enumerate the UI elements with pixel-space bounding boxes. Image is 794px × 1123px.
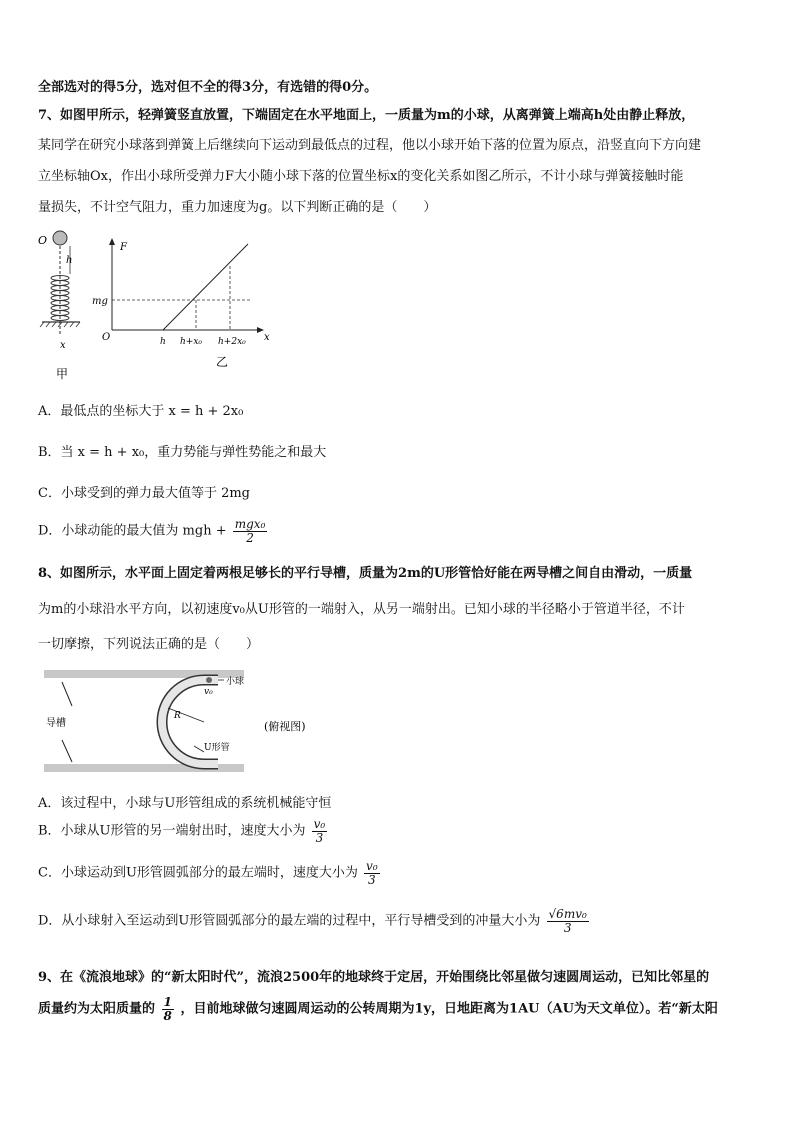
ball-icon bbox=[53, 231, 67, 245]
caption-yi: 乙 bbox=[216, 355, 229, 369]
groove-label: 导槽 bbox=[46, 718, 66, 729]
q9-line-2 bbox=[38, 996, 718, 1022]
r-label: R bbox=[174, 711, 181, 721]
q7-option-d bbox=[38, 518, 269, 544]
q7-line-1: 7、如图甲所示，轻弹簧竖直放置，下端固定在水平地面上，一质量为m的小球，从离弹簧上端高h处由静止释放， bbox=[38, 108, 695, 123]
q7-option-a: A．最低点的坐标大于 x = h + 2x₀ bbox=[38, 404, 244, 419]
q8-option-b-fraction bbox=[312, 818, 328, 844]
q7-line-3: 立坐标轴Ox，作出小球所受弹力F大小随小球下落的位置坐标x的变化关系如图乙所示，不计小球与弹簧接触时能 bbox=[38, 169, 684, 184]
x-label: x bbox=[60, 340, 66, 351]
q8-option-d-fraction bbox=[547, 908, 589, 934]
x-axis-label: x bbox=[264, 332, 270, 343]
q8-option-d-text: D．从小球射入至运动到U形管圆弧部分的最左端的过程中，平行导槽受到的冲量大小为 bbox=[38, 913, 541, 929]
q9-line-1: 9、在《流浪地球》的“新太阳时代”，流浪2500年的地球终于定居，开始围绕比邻星做匀速圆周运动，已知比邻星的 bbox=[38, 970, 710, 985]
q7-option-c: C．小球受到的弹力最大值等于 2mg bbox=[38, 486, 250, 501]
q7-option-d-text: D．小球动能的最大值为 mgh + bbox=[38, 523, 227, 539]
q8-option-b-text: B．小球从U形管的另一端射出时，速度大小为 bbox=[38, 823, 306, 839]
q7-figure-jia bbox=[36, 226, 96, 381]
h-label: h bbox=[66, 255, 73, 266]
ball-label: 小球 bbox=[226, 677, 245, 687]
q8-option-d bbox=[38, 908, 591, 934]
frac-denominator: 2 bbox=[246, 530, 254, 545]
q8-option-b bbox=[38, 818, 329, 844]
q8-line-1: 8、如图所示，水平面上固定着两根足够长的平行导槽，质量为2m的U形管恰好能在两导槽之间自由滑动，一质量 bbox=[38, 566, 693, 581]
frac-numerator: v₀ bbox=[366, 859, 378, 873]
q7-line-2: 某同学在研究小球落到弹簧上后继续向下运动到最低点的过程，他以小球开始下落的位置为原点，沿竖直向下方向建 bbox=[38, 138, 702, 153]
frac-denominator: 3 bbox=[315, 830, 324, 845]
tick-h-2x0: h+2x₀ bbox=[218, 337, 246, 347]
caption-jia: 甲 bbox=[56, 367, 69, 381]
tick-h-x0: h+x₀ bbox=[180, 337, 203, 347]
y-axis-arrow bbox=[109, 238, 115, 245]
tube-pointer bbox=[194, 746, 204, 752]
v0-label: v₀ bbox=[204, 687, 213, 697]
q8-figure bbox=[44, 668, 344, 776]
frac-denominator: 3 bbox=[563, 920, 572, 935]
frac-numerator: v₀ bbox=[313, 817, 326, 831]
origin-label: O bbox=[38, 234, 48, 247]
q8-line-3: 一切摩擦，下列说法正确的是（ ） bbox=[38, 637, 260, 652]
q8-option-c-text: C．小球运动到U形管圆弧部分的最左端时，速度大小为 bbox=[38, 865, 358, 881]
y-axis-label: F bbox=[120, 242, 127, 253]
tube-label: U形管 bbox=[204, 743, 230, 753]
frac-numerator: √6mv₀ bbox=[548, 907, 587, 921]
q7-option-b: B．当 x = h + x₀，重力势能与弹性势能之和最大 bbox=[38, 445, 327, 460]
q7-line-4: 量损失，不计空气阻力，重力加速度为g。以下判断正确的是（ ） bbox=[38, 200, 437, 215]
groove-pointer-bottom bbox=[62, 740, 72, 762]
force-line bbox=[163, 244, 248, 330]
ball-icon bbox=[206, 677, 212, 683]
intro-line: 全部选对的得5分，选对但不全的得3分，有选错的得0分。 bbox=[38, 80, 378, 95]
q9-line-2-suffix: ，目前地球做匀速圆周运动的公转周期为1y，日地距离为1AU（AU为天文单位）。若“新太阳 bbox=[180, 1001, 718, 1017]
groove-pointer-top bbox=[62, 682, 72, 706]
frac-numerator: mgx₀ bbox=[234, 517, 266, 531]
q7-option-d-fraction bbox=[233, 518, 268, 544]
frac-denominator: 3 bbox=[368, 872, 376, 887]
frac-numerator: 1 bbox=[163, 995, 172, 1009]
u-tube-outer bbox=[162, 680, 204, 764]
q8-option-c bbox=[38, 860, 382, 886]
view-label: (俯视图) bbox=[264, 720, 306, 733]
frac-denominator: 8 bbox=[163, 1008, 172, 1023]
q9-fraction bbox=[162, 996, 174, 1022]
mg-label: mg bbox=[92, 296, 108, 307]
x-axis-arrow bbox=[257, 327, 264, 333]
q9-line-2-prefix: 质量约为太阳质量的 bbox=[38, 1001, 156, 1017]
origin-O: O bbox=[102, 332, 111, 343]
q8-line-2: 为m的小球沿水平方向，以初速度v₀从U形管的一端射入，从另一端射出。已知小球的半径略小于管道半径，不计 bbox=[38, 602, 685, 617]
q7-figure-yi bbox=[90, 236, 280, 372]
tick-h: h bbox=[160, 337, 166, 347]
q8-option-c-fraction bbox=[364, 860, 380, 886]
q8-option-a: A．该过程中，小球与U形管组成的系统机械能守恒 bbox=[38, 796, 332, 811]
